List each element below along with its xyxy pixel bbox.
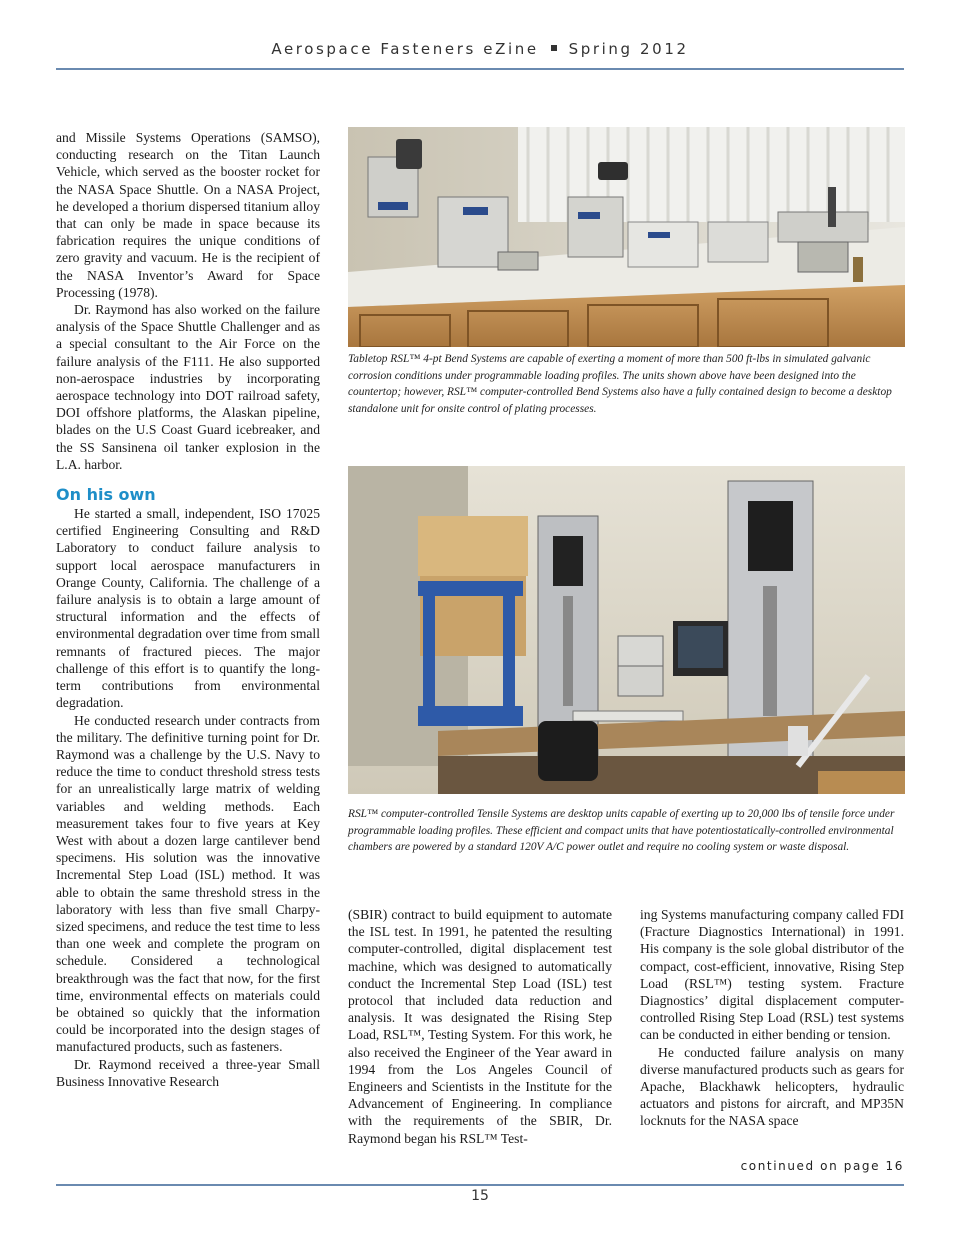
paragraph: He started a small, independent, ISO 17025 certified Engineering Consulting and R&D Laboratory to conduct failure analysis to support local aerospace manufacturers in Orange County, California. The challenge of a failure analysis is to obtain a large amount of structural information and the effects of environmental degradation over time from small remnants of fractured pieces. The major challenge of this effort is to quantify the long-term contributions from environmental degradation. xyxy=(56,506,320,711)
paragraph: He conducted failure analysis on many diverse manufactured products such as gears for Apache, Blackhawk helicopters, hydraulic actuators and pistons for aircraft, and MP35N locknuts for the NASA space xyxy=(640,1044,904,1129)
paragraph: Dr. Raymond has also worked on the failure analysis of the Space Shuttle Challenger and as a special consultant to the Air Force on the failure analysis of the F111. He also supported non-aerospace industries by incorporating aerospace technology into DOT railroad safety, DOI offshore platforms, the Alaskan pipeline, blades on the U.S Coast Guard icebreaker, and the SS Sansinena oil tanker explosion in the L.A. harbor. xyxy=(56,302,320,472)
page-number: 15 xyxy=(471,1188,489,1204)
lab-tensile-illustration xyxy=(348,466,905,794)
separator-square-icon xyxy=(551,45,557,51)
paragraph: ing Systems manufacturing company called FDI (Fracture Diagnostics International) in 1991. His company is the sole global distributor of the compact, cost-efficient, innovative, Rising Step Load (RSL™) testing system. Fracture Diagnostics’ digital displacement computer-controlled Rising Step Load (RSL) test systems can be conducted in either bending or tension. xyxy=(640,907,904,1043)
paragraph: (SBIR) contract to build equipment to automate the ISL test. In 1991, he patented the resulting computer-controlled, digital displacement test machine, which was designed to automatically conduct the Incremental Step Load (ISL) test protocol that included data reduction and analysis. It was designated the Rising Step Load, RSL™, Testing System. For this work, he also received the Engineer of the Year award in 1994 from the Los Angeles Council of Engineers and Scientists in the Institute for the Advancement of Engineering. In compliance with the requirements of the SBIR, Dr. Raymond began his RSL™ Test- xyxy=(348,907,612,1146)
right-column xyxy=(640,906,904,1130)
photo-bend-caption: Tabletop RSL™ 4-pt Bend Systems are capable of exerting a moment of more than 500 ft-lbs in simulated galvanic corrosion conditions under programmable loading profiles. The units shown above have been designed into the countertop; however, RSL™ computer-controlled Bend Systems also have a fully contained design to become a desktop standalone unit for onsite control of plating processes. xyxy=(348,353,892,415)
header-rule xyxy=(56,68,904,70)
photo-tensile-caption: RSL™ computer-controlled Tensile Systems are desktop units capable of exerting up to 20,000 lbs of tensile force under programmable loading profiles. These efficient and compact units that have potentiostatically-controlled environmental chambers are powered by a standard 120V A/C power outlet and require no cooling system or waste disposal. xyxy=(348,808,895,854)
running-header xyxy=(0,40,960,58)
middle-column xyxy=(348,906,612,1147)
lab-countertop-illustration xyxy=(348,127,905,347)
photo-tensile-systems xyxy=(348,466,905,794)
issue-label: Spring 2012 xyxy=(568,40,689,58)
photo-bend-systems xyxy=(348,127,905,347)
continued-note[interactable]: continued on page 16 xyxy=(740,1159,904,1173)
section-heading: On his own xyxy=(56,485,156,505)
footer-rule xyxy=(56,1184,904,1186)
magazine-title: Aerospace Fasteners eZine xyxy=(271,40,539,58)
paragraph: He conducted research under contracts from the military. The definitive turning point for Dr. Raymond was a challenge by the U.S. Navy to reduce the time to conduct threshold stress tests for an unrealistically large matrix of welding variables and welding methods. Each measurement takes four to five years at Key West with about a dozen large cantilever bend specimens. His solution was the innovative Incremental Step Load (ISL) method. It was able to obtain the same threshold stress in the laboratory with less than five small Charpy-sized specimens, and reduce the test time to less than one week and complete the program on schedule. Considered a technological breakthrough was the fact that now, for the first time, environmental effects on materials could be obtained so quickly that the information could be incorporated into the design stages of manufactured products, such as fasteners. xyxy=(56,712,320,1055)
paragraph: and Missile Systems Operations (SAMSO), conducting research on the Titan Launch Vehicle, which served as the booster rocket for the NASA Space Shuttle. On a NASA Project, he developed a thorium dispersed titanium alloy that can only be made in space because its fabrication requires the unique conditions of zero gravity and vacuum. He is the recipient of the NASA Inventor’s Award for Space Processing (1978). xyxy=(56,130,320,300)
left-column xyxy=(56,129,320,1090)
paragraph: Dr. Raymond received a three-year Small Business Innovative Research xyxy=(56,1056,320,1089)
